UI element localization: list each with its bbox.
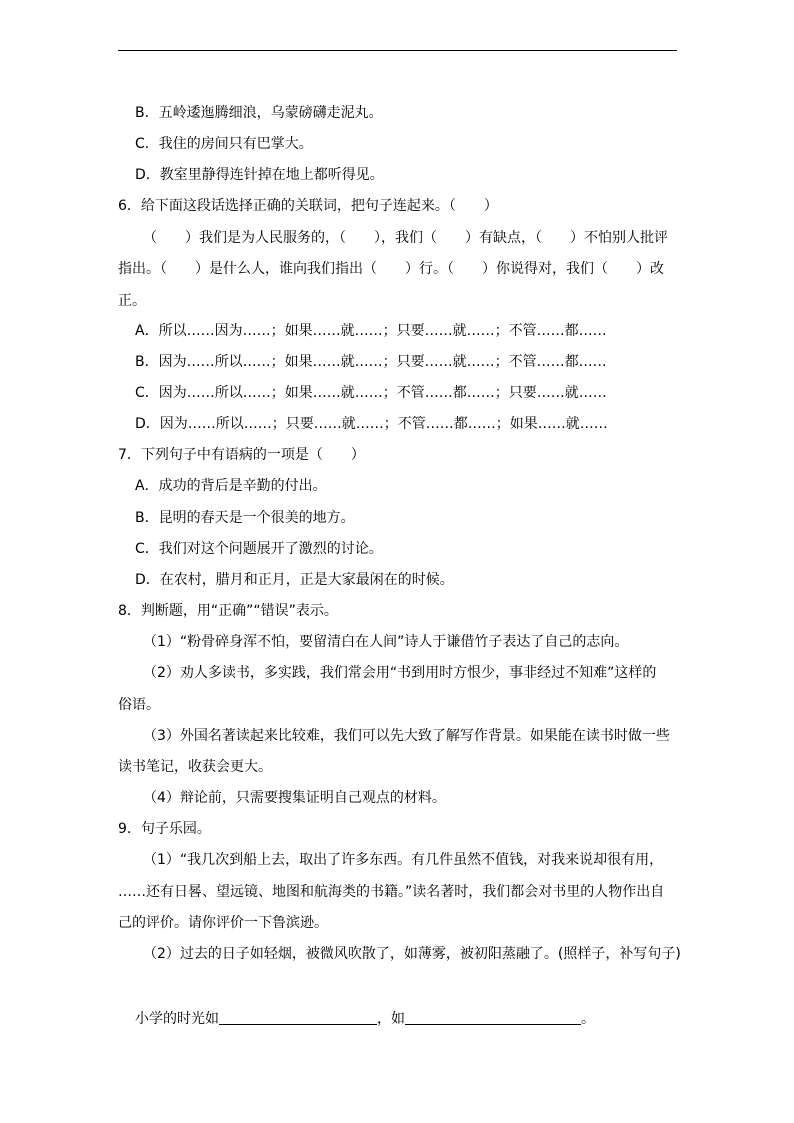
q6-option-c: C．因为……所以……；如果……就……；不管……都……；只要……就…… <box>135 385 607 401</box>
q6-option-b: B．因为……所以……；如果……就……；只要……就……；不管……都…… <box>135 354 607 370</box>
q9-item-2: （2）过去的日子如轻烟，被微风吹散了，如薄雾，被初阳蒸融了。(照样子，补写句子) <box>143 946 681 962</box>
q6-option-a: A．所以……因为……；如果……就……；只要……就……；不管……都…… <box>135 323 607 339</box>
q7-option-c: C．我们对这个问题展开了激烈的讨论。 <box>135 541 383 557</box>
q8-item-4: （4）辩论前，只需要搜集证明自己观点的材料。 <box>143 790 446 806</box>
q6-passage-line-2: 指出。（ ）是什么人，谁向我们指出（ ）行。（ ）你说得对，我们（ ）改 <box>118 261 664 277</box>
fill-middle: ，如 <box>377 1011 405 1027</box>
q5-option-c: C．我住的房间只有巴掌大。 <box>135 136 313 152</box>
fill-suffix: 。 <box>581 1011 595 1027</box>
q8-stem: 8．判断题，用“正确”“错误”表示。 <box>118 603 338 619</box>
q8-item-3-line-1: （3）外国名著读起来比较难，我们可以先大致了解写作背景。如果能在读书时做一些 <box>143 728 670 744</box>
q6-passage-line-3: 正。 <box>118 293 146 309</box>
q7-option-a: A．成功的背后是辛勤的付出。 <box>135 478 327 494</box>
header-rule <box>118 50 677 51</box>
q8-item-2-line-1: （2）劝人多读书，多实践，我们常会用“书到用时方恨少，事非经过不知难”这样的 <box>143 665 657 681</box>
q7-option-d: D．在农村，腊月和正月，正是大家最闲在的时候。 <box>135 572 454 588</box>
answer-blank-2[interactable] <box>405 1010 581 1025</box>
q5-option-b: B．五岭逶迤腾细浪，乌蒙磅礴走泥丸。 <box>135 105 383 121</box>
q9-item-1-line-2: ……还有日晷、望远镜、地图和航海类的书籍。”读名著时，我们都会对书里的人物作出自 <box>118 884 665 900</box>
q7-stem: 7．下列句子中有语病的一项是（ ） <box>118 447 365 463</box>
q9-stem: 9．句子乐园。 <box>118 821 211 837</box>
q5-option-d: D．教室里静得连针掉在地上都听得见。 <box>135 167 384 183</box>
q8-item-3-line-2: 读书笔记，收获会更大。 <box>118 759 272 775</box>
answer-blank-1[interactable] <box>219 1010 377 1025</box>
q7-option-b: B．昆明的春天是一个很美的地方。 <box>135 510 355 526</box>
q6-option-d: D．因为……所以……；只要……就……；不管……都……；如果……就…… <box>135 416 608 432</box>
q6-passage-line-1: （ ）我们是为人民服务的，（ ），我们（ ）有缺点，（ ）不怕别人批评 <box>143 230 668 246</box>
q8-item-2-line-2: 俗语。 <box>118 697 160 713</box>
q9-item-1-line-3: 己的评价。请你评价一下鲁滨逊。 <box>118 915 328 931</box>
q9-fill-sentence <box>135 1010 595 1028</box>
q6-stem: 6．给下面这段话选择正确的关联词，把句子连起来。（ ） <box>118 198 498 214</box>
q9-item-1-line-1: （1）“我几次到船上去，取出了许多东西。有几件虽然不值钱，对我来说却很有用， <box>143 852 664 868</box>
fill-prefix: 小学的时光如 <box>135 1011 219 1027</box>
q8-item-1: （1）“粉骨碎身浑不怕，要留清白在人间”诗人于谦借竹子表达了自己的志向。 <box>143 634 629 650</box>
